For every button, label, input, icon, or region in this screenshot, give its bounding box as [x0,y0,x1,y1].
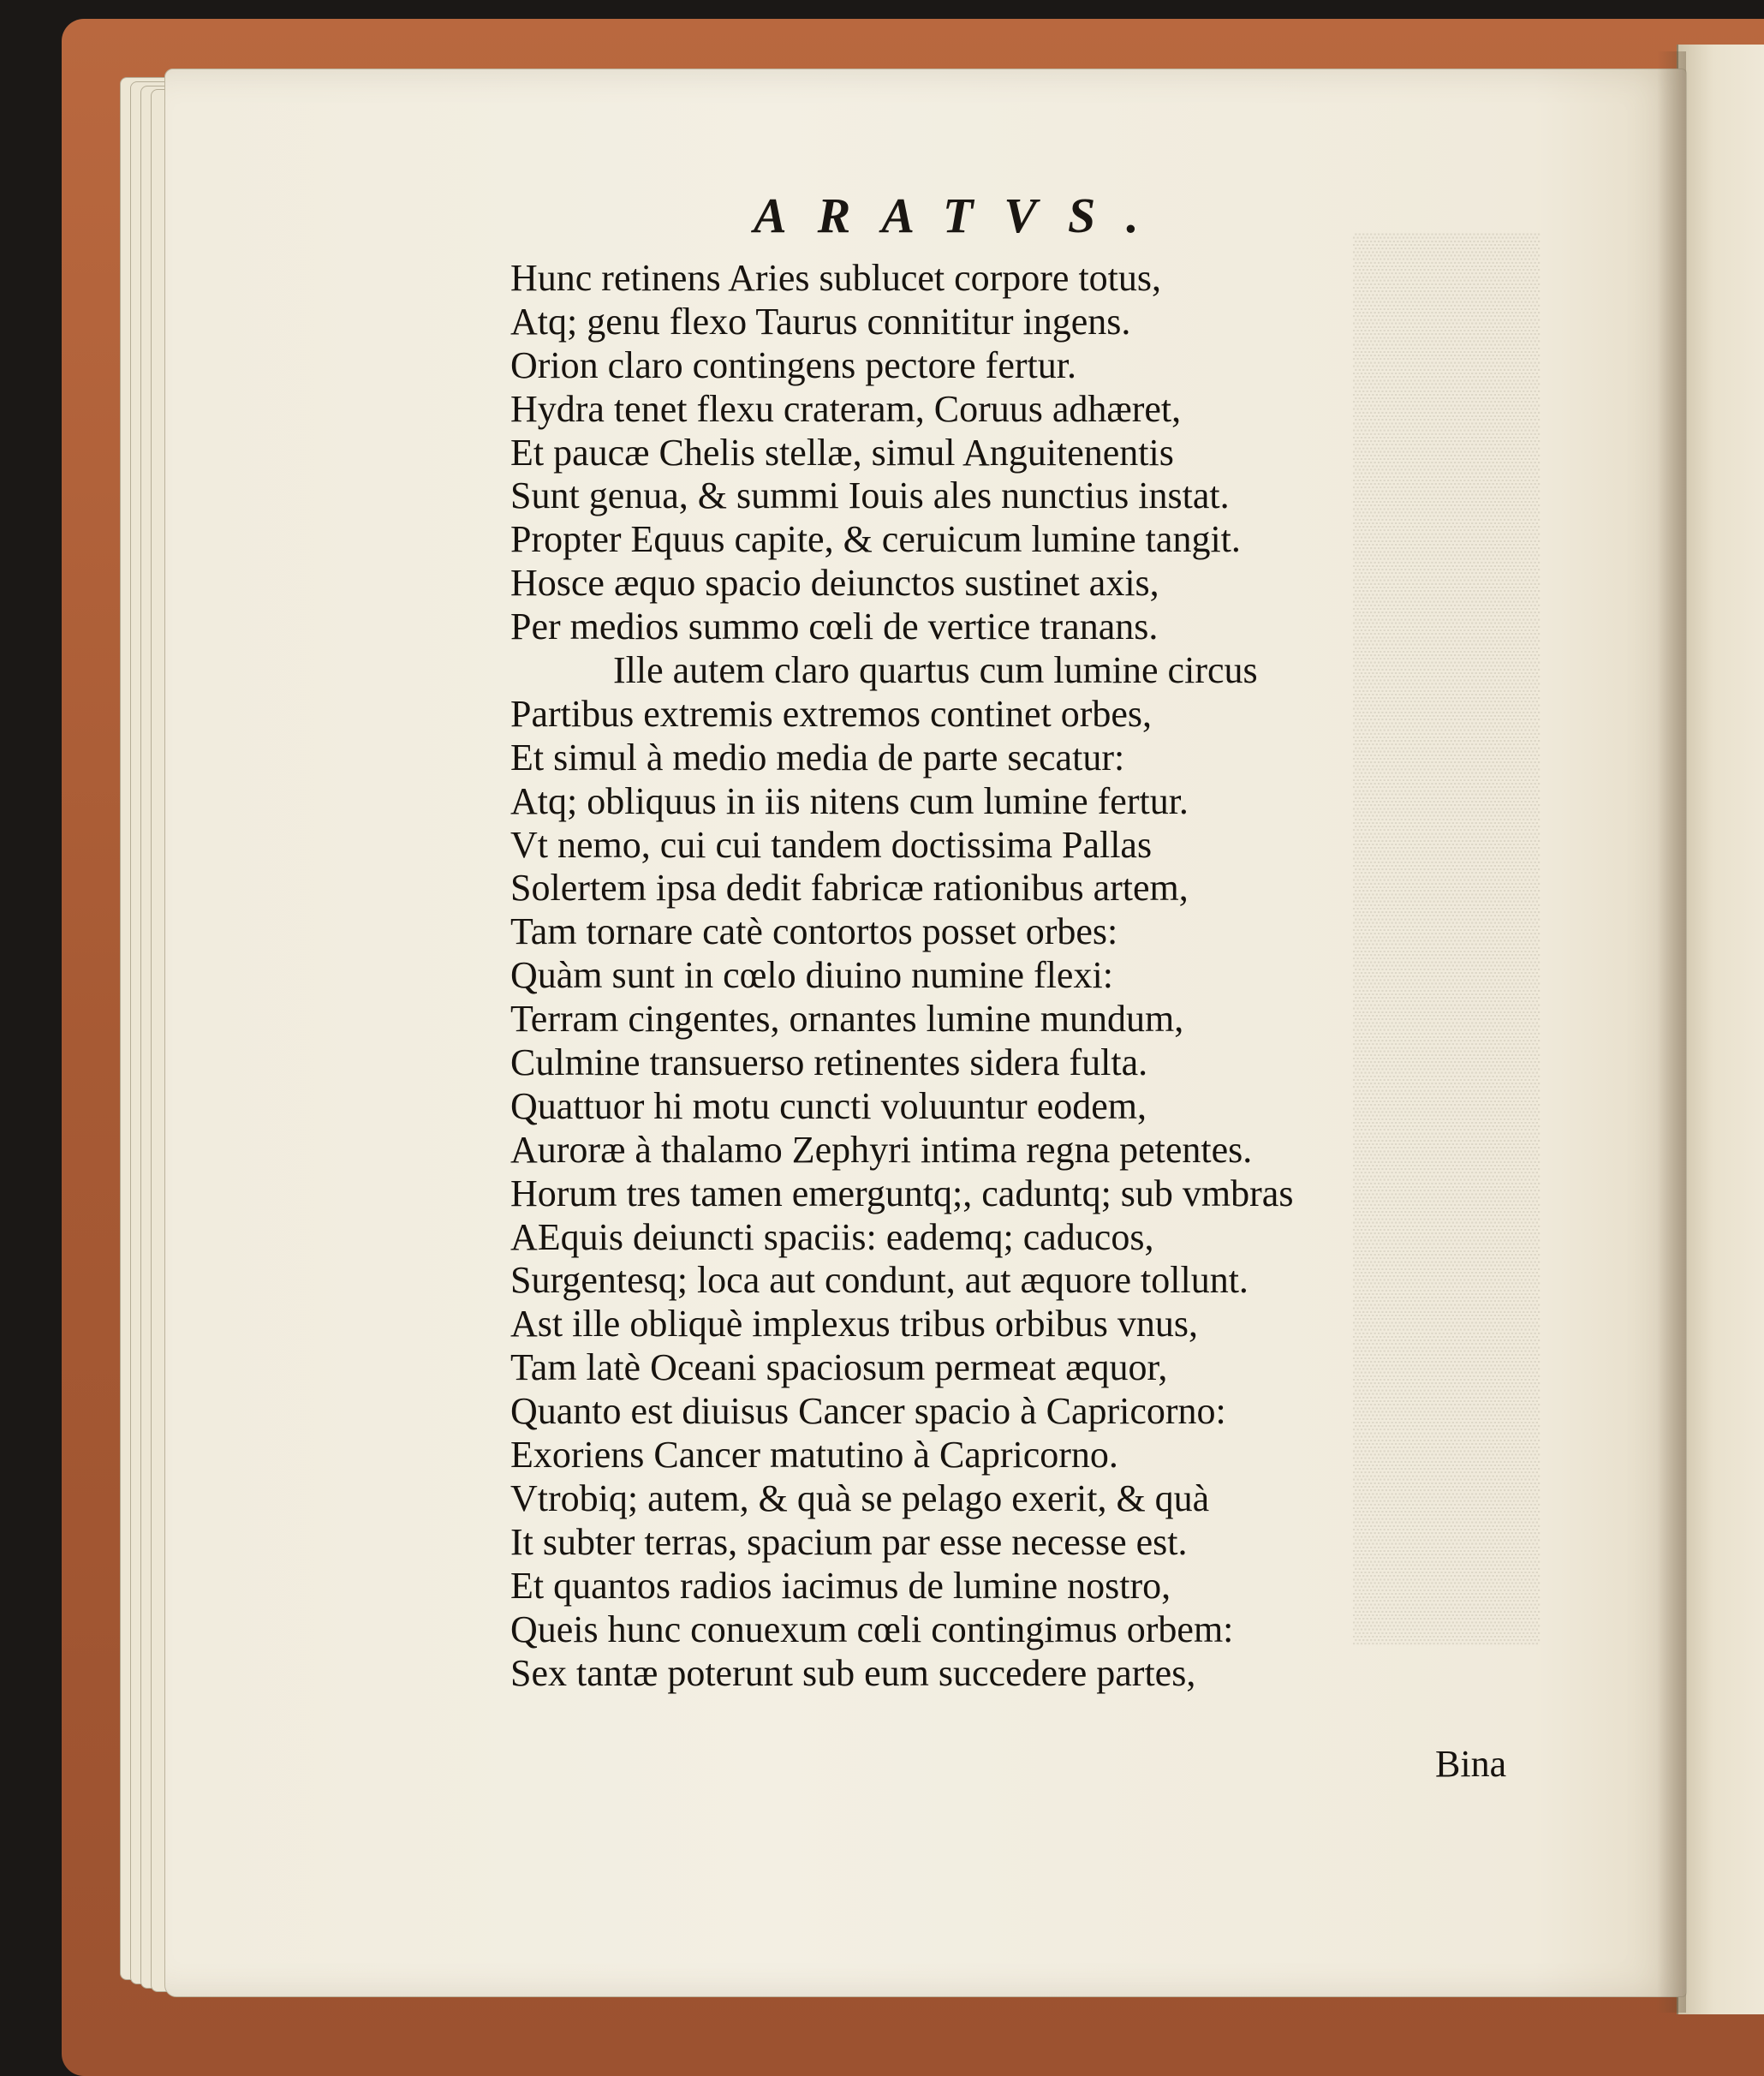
verse-line: Tam tornare catè contortos posset orbes: [510,910,1118,953]
verse-line: Exoriens Cancer matutino à Capricorno. [510,1434,1118,1476]
verse-line: Auroræ à thalamo Zephyri intima regna petentes. [510,1128,1253,1171]
verse-line: Quàm sunt in cœlo diuino numine flexi: [510,954,1113,997]
verse-line: It subter terras, spacium par esse necesse est. [510,1520,1188,1563]
verse-line: Vtrobiq; autem, & quà se pelago exerit, & quà [510,1476,1210,1519]
verse-line: Atq; genu flexo Taurus connititur ingens. [510,300,1131,343]
verse-line: Hosce æquo spacio deiunctos sustinet axis, [510,562,1159,605]
show-through-texture: ▒▒▒▒▒▒▒ ▒▒▒▒▒▒▒ ▒▒▒▒▒▒▒ ▒▒▒▒▒▒▒ ▒▒▒▒▒▒▒ ▒▒▒▒▒▒▒ ▒▒▒▒▒▒▒ ▒▒▒▒▒▒▒ ▒▒▒▒▒▒▒ ▒▒▒▒▒▒▒ ▒▒▒▒▒▒▒ ▒▒▒▒▒▒▒ ▒▒▒▒▒▒▒ ▒▒▒▒▒▒▒ ▒▒▒▒▒▒▒ ▒▒▒▒▒▒▒ ▒▒▒▒▒▒▒ ▒▒▒▒▒▒▒ ▒▒▒▒▒▒▒ ▒▒▒▒▒▒▒ ▒▒▒▒▒▒▒ ▒▒▒▒▒▒▒ ▒▒▒▒▒▒▒ ▒▒▒▒▒▒▒ ▒▒▒▒▒▒▒ ▒▒▒▒▒▒▒ ▒▒▒▒▒▒▒ ▒▒▒▒▒▒▒ ▒▒▒▒▒▒▒ ▒▒▒▒▒▒▒ ▒▒▒▒▒▒▒ ▒▒▒▒▒▒▒ ▒▒▒▒▒▒▒ [1353,231,1541,1644]
catchword: Bina [1435,1743,1507,1785]
verse-line: Propter Equus capite, & ceruicum lumine tangit. [510,518,1241,561]
verse-line: Per medios summo cœli de vertice tranans. [510,606,1159,648]
verse-line: Solertem ipsa dedit fabricæ rationibus artem, [510,867,1189,910]
verse-line: Hunc retinens Aries sublucet corpore totus, [510,257,1162,299]
verse-line: Culmine transuerso retinentes sidera fulta. [510,1041,1148,1084]
running-head: ARATVS. [754,188,1170,243]
verse-line: Et paucæ Chelis stellæ, simul Anguitenentis [510,431,1174,474]
verse-block [510,257,1538,1695]
verse-line: AEquis deiuncti spaciis: eademq; caducos, [510,1215,1154,1258]
verse-line: Atq; obliquus in iis nitens cum lumine fertur. [510,779,1189,822]
verse-line: Queis hunc conuexum cœli contingimus orbem: [510,1608,1234,1650]
verse-line: Surgentesq; loca aut condunt, aut æquore tollunt. [510,1259,1249,1302]
verse-line: Orion claro contingens pectore fertur. [510,343,1076,386]
facing-page [1677,45,1764,2014]
verse-line: Quattuor hi motu cuncti voluuntur eodem, [510,1084,1147,1127]
verse-line: Quanto est diuisus Cancer spacio à Capricorno: [510,1390,1226,1433]
verse-line: Vt nemo, cui cui tandem doctissima Pallas [510,823,1153,866]
verse-line: Et quantos radios iacimus de lumine nostro, [510,1564,1171,1607]
verse-line: Et simul à medio media de parte secatur: [510,736,1125,778]
verse-line: Sex tantæ poterunt sub eum succedere partes, [510,1651,1196,1694]
verse-line: Tam latè Oceani spaciosum permeat æquor, [510,1346,1168,1389]
verse-line: Ille autem claro quartus cum lumine circus [613,649,1258,692]
verse-line: Sunt genua, & summi Iouis ales nunctius instat. [510,474,1230,517]
verse-line: Terram cingentes, ornantes lumine mundum, [510,998,1184,1041]
verse-line: Horum tres tamen emerguntq;, caduntq; sub vmbras [510,1172,1294,1214]
verse-line: Ast ille obliquè implexus tribus orbibus vnus, [510,1303,1198,1345]
verse-line: Partibus extremis extremos continet orbes, [510,692,1153,735]
verse-line: Hydra tenet flexu crateram, Coruus adhæret, [510,387,1182,430]
